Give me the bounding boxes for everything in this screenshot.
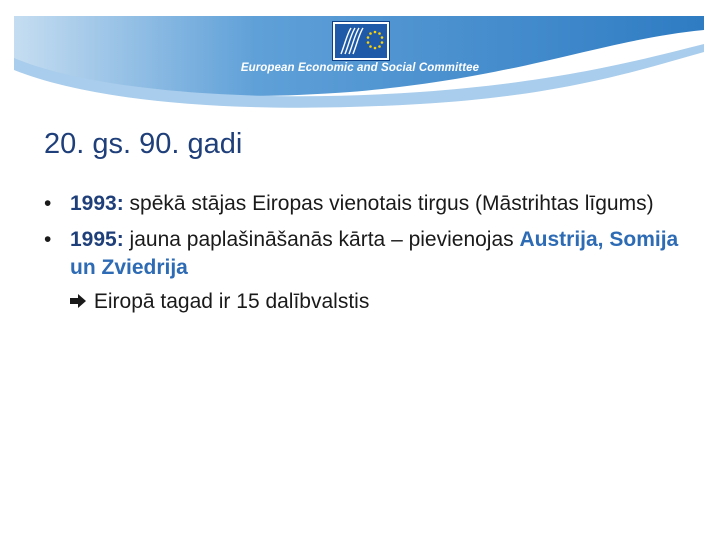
bullet-dot: • [44, 192, 52, 215]
bullet-text: jauna paplašināšanās kārta – pievienojas [123, 228, 520, 251]
conclusion-text: Eiropā tagad ir 15 dalībvalstis [93, 290, 370, 313]
new-member-states: Austrija, Somija un Zviedrija [70, 228, 679, 279]
bullet-year: 1995: [70, 228, 124, 251]
bullet-1995 [44, 226, 684, 316]
bullet-year: 1993: [70, 192, 124, 215]
bullet-text: spēkā stājas Eiropas vienotais tirgus (Māstrihtas līgums) [123, 192, 654, 215]
bullet-1993 [44, 190, 684, 218]
header-banner [0, 0, 720, 120]
organization-name: European Economic and Social Committee [240, 62, 480, 74]
bullet-dot: • [44, 228, 52, 251]
slide-title: 20. gs. 90. gadi [44, 128, 243, 160]
bullet-list [44, 190, 684, 324]
conclusion-line [70, 288, 684, 316]
arrow-right-icon [70, 288, 88, 316]
eesc-logo [333, 22, 389, 60]
